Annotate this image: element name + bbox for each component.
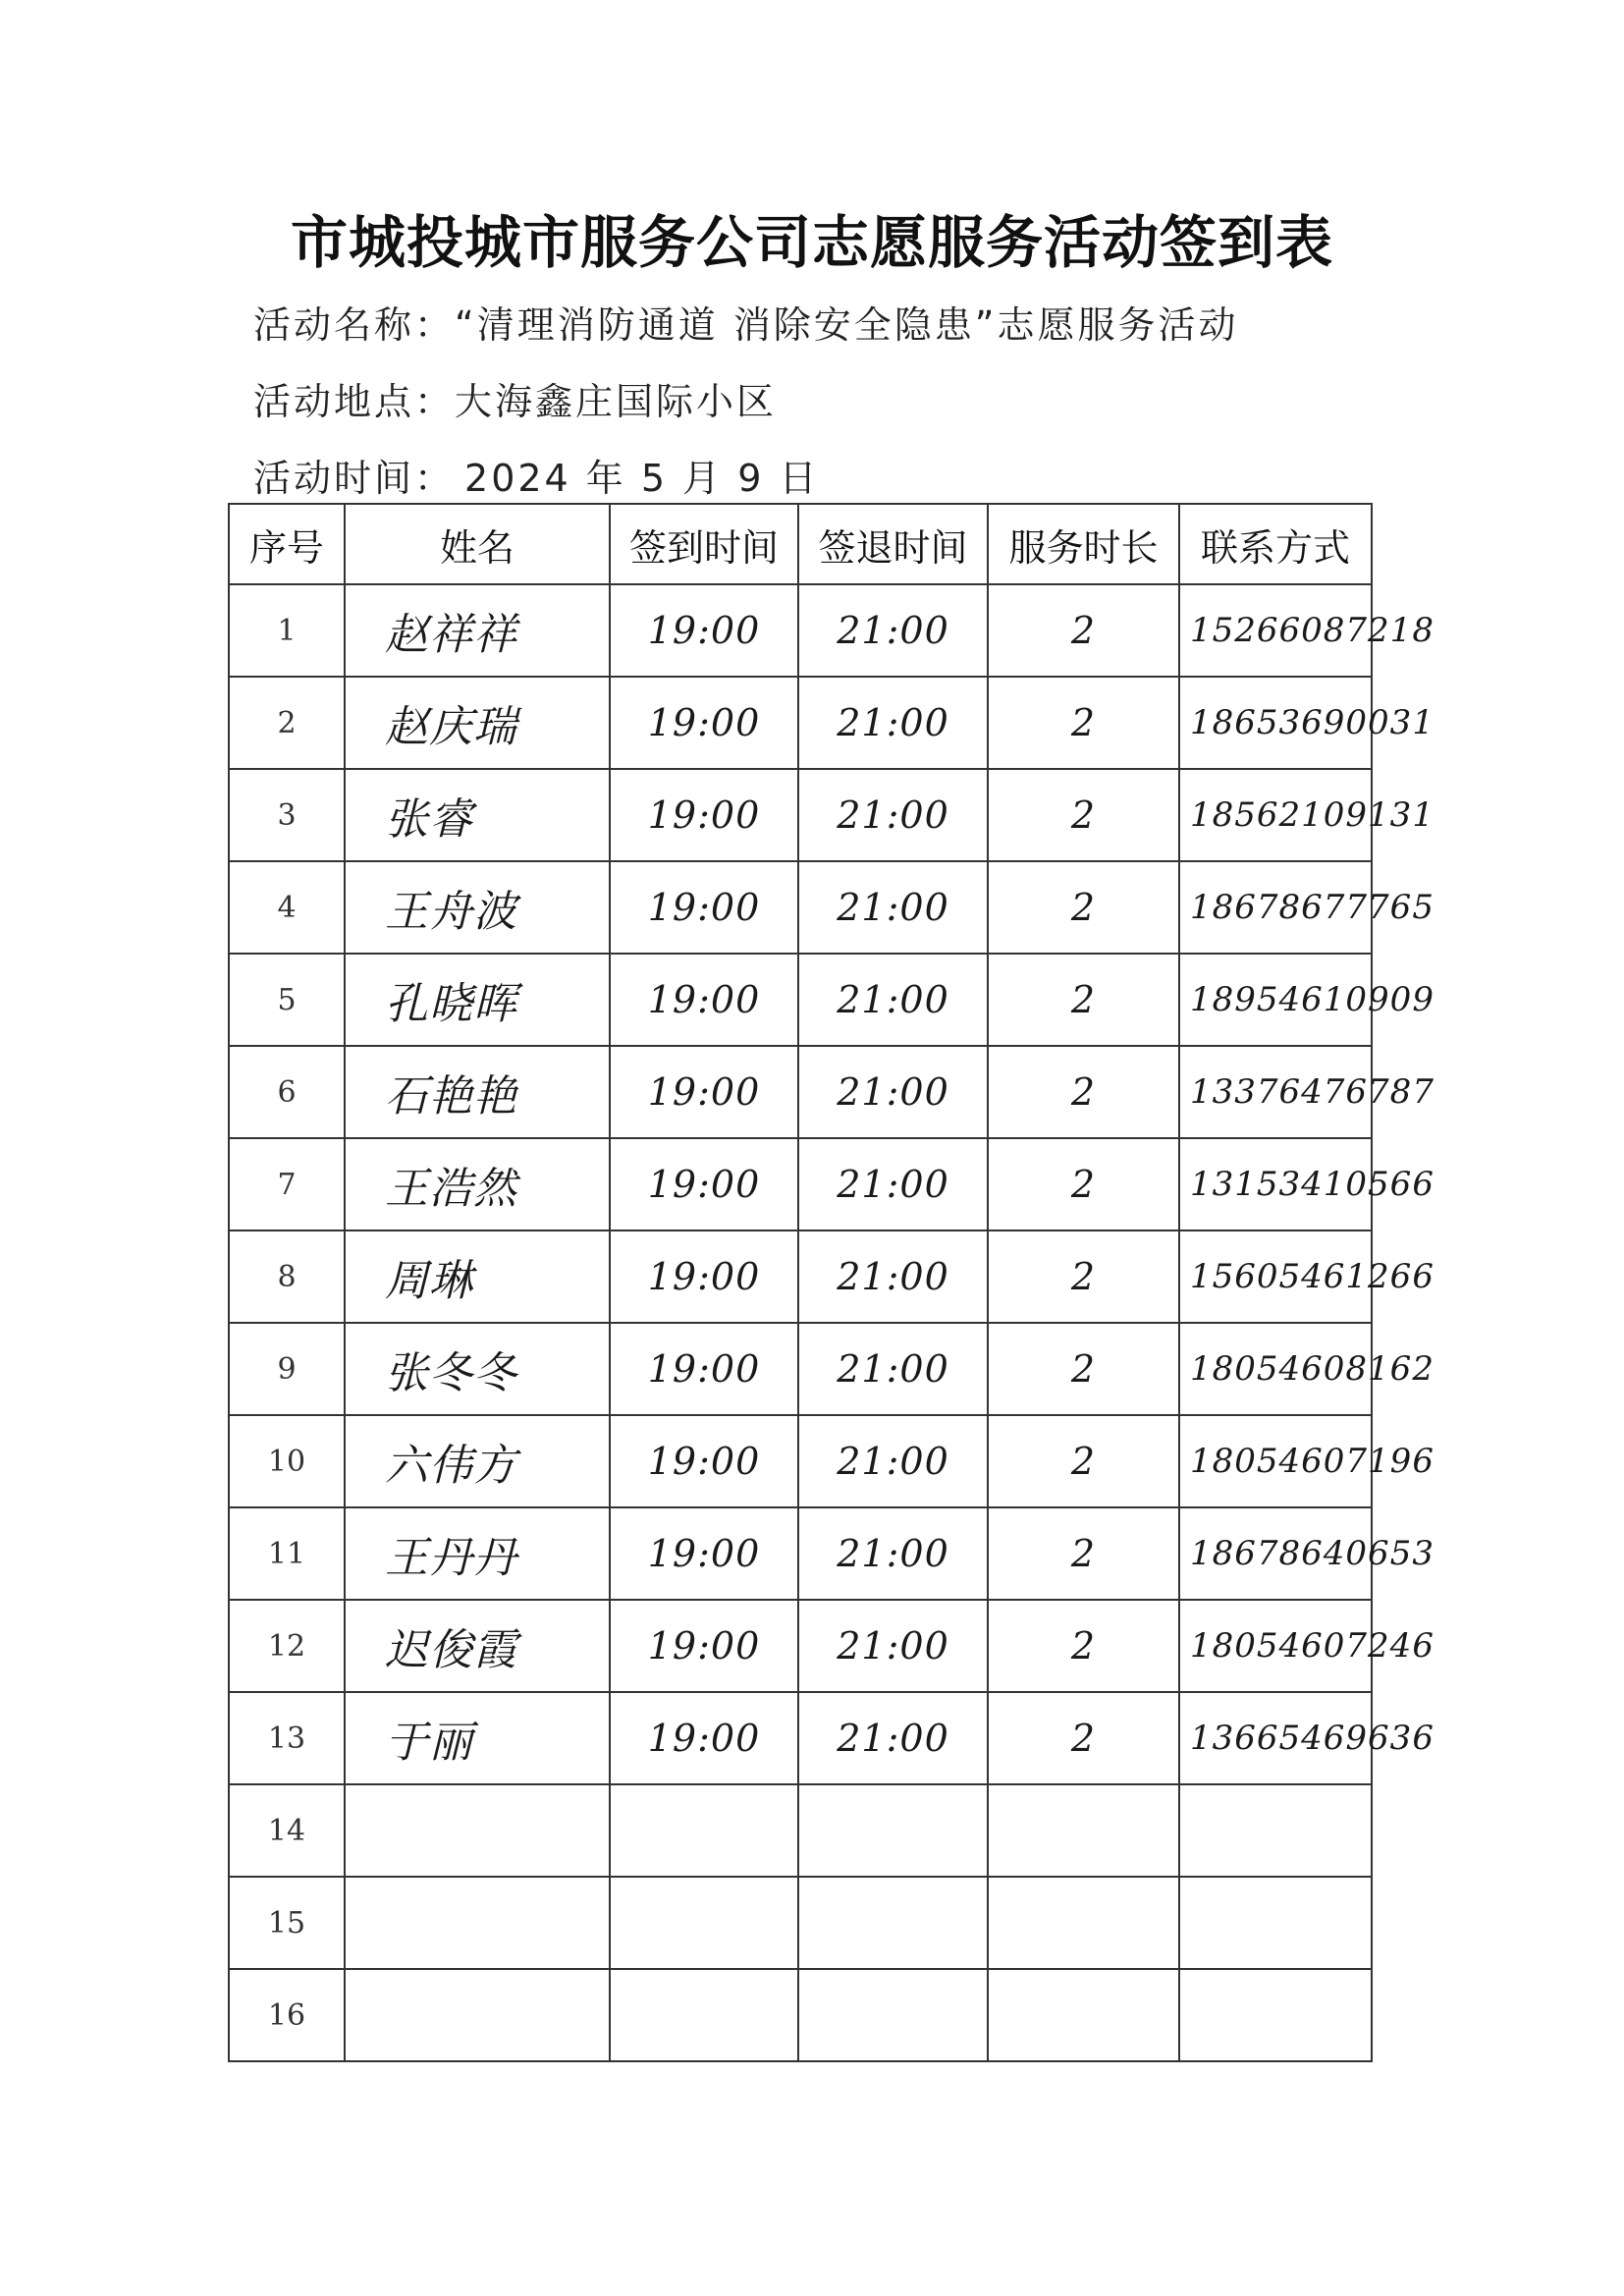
activity-name-label: 活动名称：: [253, 303, 456, 347]
row-number: 1: [229, 584, 345, 677]
sign-in-time: 19:00: [610, 677, 798, 769]
activity-name-line: [253, 295, 1238, 349]
volunteer-name: 赵祥祥: [345, 584, 610, 677]
table-row: [229, 954, 1372, 1046]
row-number: 6: [229, 1046, 345, 1138]
sign-out-time: 21:00: [798, 1138, 988, 1230]
header-sign-out-time: 签退时间: [798, 504, 988, 584]
service-hours: [988, 1784, 1179, 1877]
header-sign-in-time: 签到时间: [610, 504, 798, 584]
table-row: [229, 1323, 1372, 1415]
activity-place-value: 大海鑫庄国际小区: [455, 380, 778, 423]
table-row: [229, 584, 1372, 677]
row-number: 8: [229, 1230, 345, 1323]
volunteer-name: 孔晓晖: [345, 954, 610, 1046]
volunteer-name: 王丹丹: [345, 1507, 610, 1600]
service-hours: 2: [988, 1046, 1179, 1138]
contact-phone: 13376476787: [1179, 1046, 1372, 1138]
table-row: [229, 769, 1372, 861]
sign-in-time: 19:00: [610, 584, 798, 677]
sign-out-time: 21:00: [798, 584, 988, 677]
sign-out-time: 21:00: [798, 1415, 988, 1507]
table-row: [229, 1784, 1372, 1877]
table-row: [229, 1415, 1372, 1507]
table-row: [229, 1230, 1372, 1323]
row-number: 11: [229, 1507, 345, 1600]
table-row: [229, 1600, 1372, 1692]
activity-time-value: 2024 年 5 月 9 日: [464, 457, 820, 500]
sign-in-time: 19:00: [610, 861, 798, 954]
row-number: 13: [229, 1692, 345, 1784]
service-hours: 2: [988, 861, 1179, 954]
table-row: [229, 1046, 1372, 1138]
header-contact: 联系方式: [1179, 504, 1372, 584]
row-number: 7: [229, 1138, 345, 1230]
row-number: 5: [229, 954, 345, 1046]
volunteer-name: 于丽: [345, 1692, 610, 1784]
volunteer-name: 周琳: [345, 1230, 610, 1323]
sign-out-time: 21:00: [798, 1600, 988, 1692]
volunteer-name: 王舟波: [345, 861, 610, 954]
row-number: 10: [229, 1415, 345, 1507]
contact-phone: [1179, 1969, 1372, 2061]
sign-out-time: 21:00: [798, 1692, 988, 1784]
volunteer-name: 张冬冬: [345, 1323, 610, 1415]
sign-in-time: 19:00: [610, 1323, 798, 1415]
sign-in-time: 19:00: [610, 1507, 798, 1600]
sign-in-time: [610, 1784, 798, 1877]
sign-out-time: 21:00: [798, 1323, 988, 1415]
volunteer-name: [345, 1784, 610, 1877]
table-row: [229, 1877, 1372, 1969]
volunteer-name: 王浩然: [345, 1138, 610, 1230]
row-number: 12: [229, 1600, 345, 1692]
row-number: 2: [229, 677, 345, 769]
service-hours: 2: [988, 1507, 1179, 1600]
service-hours: 2: [988, 1415, 1179, 1507]
contact-phone: 18678640653: [1179, 1507, 1372, 1600]
header-service-hours: 服务时长: [988, 504, 1179, 584]
sign-in-time: 19:00: [610, 1600, 798, 1692]
row-number: 14: [229, 1784, 345, 1877]
volunteer-name: 张睿: [345, 769, 610, 861]
sign-out-time: 21:00: [798, 861, 988, 954]
service-hours: 2: [988, 584, 1179, 677]
table-row: [229, 1969, 1372, 2061]
contact-phone: 18054607196: [1179, 1415, 1372, 1507]
volunteer-name: [345, 1969, 610, 2061]
volunteer-name: 迟俊霞: [345, 1600, 610, 1692]
service-hours: 2: [988, 1323, 1179, 1415]
contact-phone: 13153410566: [1179, 1138, 1372, 1230]
sign-in-time: 19:00: [610, 769, 798, 861]
sign-out-time: [798, 1969, 988, 2061]
activity-name-value: “清理消防通道 消除安全隐患”志愿服务活动: [455, 303, 1239, 347]
contact-phone: [1179, 1877, 1372, 1969]
activity-time-label: 活动时间：: [253, 457, 456, 500]
sign-in-table: [228, 503, 1435, 2062]
table-header-row: [229, 504, 1372, 584]
sign-out-time: [798, 1784, 988, 1877]
table-row: [229, 677, 1372, 769]
row-number: 3: [229, 769, 345, 861]
header-no: 序号: [229, 504, 345, 584]
sign-in-time: 19:00: [610, 1692, 798, 1784]
row-number: 4: [229, 861, 345, 954]
row-number: 15: [229, 1877, 345, 1969]
sign-out-time: 21:00: [798, 1230, 988, 1323]
contact-phone: 15266087218: [1179, 584, 1372, 677]
activity-time-line: [253, 448, 819, 502]
sign-in-time: [610, 1877, 798, 1969]
service-hours: 2: [988, 677, 1179, 769]
service-hours: 2: [988, 769, 1179, 861]
volunteer-name: 六伟方: [345, 1415, 610, 1507]
contact-phone: 18954610909: [1179, 954, 1372, 1046]
sign-in-time: 19:00: [610, 1230, 798, 1323]
sign-in-time: [610, 1969, 798, 2061]
row-number: 9: [229, 1323, 345, 1415]
sign-in-time: 19:00: [610, 1138, 798, 1230]
contact-phone: 18653690031: [1179, 677, 1372, 769]
table-row: [229, 1507, 1372, 1600]
activity-place-line: [253, 371, 777, 425]
table-row: [229, 1138, 1372, 1230]
service-hours: 2: [988, 1692, 1179, 1784]
service-hours: 2: [988, 954, 1179, 1046]
sign-out-time: 21:00: [798, 1507, 988, 1600]
contact-phone: 18054608162: [1179, 1323, 1372, 1415]
table-body: [229, 584, 1435, 2061]
contact-phone: 18054607246: [1179, 1600, 1372, 1692]
page-title: 市城投城市服务公司志愿服务活动签到表: [290, 209, 1333, 276]
activity-place-label: 活动地点：: [253, 380, 456, 423]
service-hours: 2: [988, 1230, 1179, 1323]
sign-out-time: 21:00: [798, 954, 988, 1046]
sign-in-time: 19:00: [610, 1415, 798, 1507]
sign-in-time: 19:00: [610, 954, 798, 1046]
table-row: [229, 861, 1372, 954]
service-hours: 2: [988, 1600, 1179, 1692]
table-row: [229, 1692, 1372, 1784]
sign-out-time: 21:00: [798, 1046, 988, 1138]
sign-in-time: 19:00: [610, 1046, 798, 1138]
service-hours: [988, 1969, 1179, 2061]
volunteer-name: 赵庆瑞: [345, 677, 610, 769]
service-hours: 2: [988, 1138, 1179, 1230]
service-hours: [988, 1877, 1179, 1969]
contact-phone: 18562109131: [1179, 769, 1372, 861]
contact-phone: 15605461266: [1179, 1230, 1372, 1323]
row-number: 16: [229, 1969, 345, 2061]
header-name: 姓名: [345, 504, 610, 584]
sign-out-time: 21:00: [798, 769, 988, 861]
contact-phone: 18678677765: [1179, 861, 1372, 954]
volunteer-name: 石艳艳: [345, 1046, 610, 1138]
sign-out-time: 21:00: [798, 677, 988, 769]
contact-phone: [1179, 1784, 1372, 1877]
contact-phone: 13665469636: [1179, 1692, 1372, 1784]
volunteer-name: [345, 1877, 610, 1969]
sign-out-time: [798, 1877, 988, 1969]
